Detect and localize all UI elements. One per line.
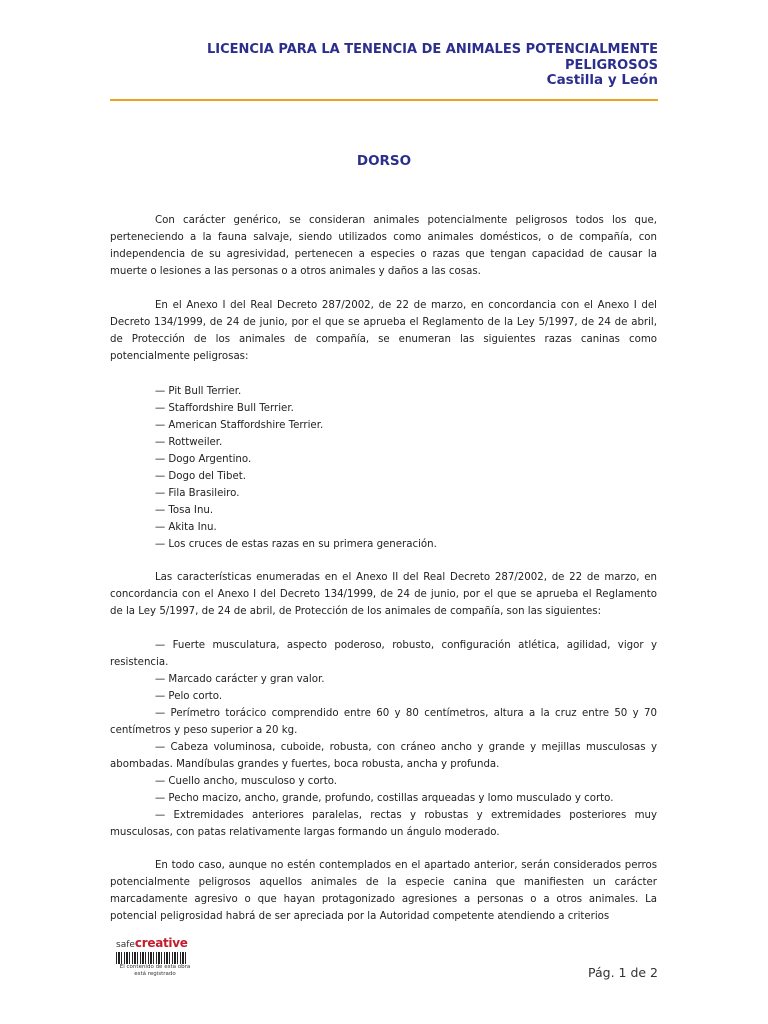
list-item: — Fila Brasileiro. [155,488,240,499]
barcode-icon [116,952,186,964]
list-item: — Rottweiler. [155,437,223,448]
header-title-line1: LICENCIA PARA LA TENENCIA DE ANIMALES POTENCIALMENTE [206,42,658,57]
logo-wordmark: safecreative [116,936,188,950]
page-title: DORSO [356,153,412,169]
characteristics-list [110,637,657,841]
list-item: — Pecho macizo, ancho, grande, profundo, costillas arqueadas y lomo musculado y corto. [155,793,614,804]
list-item: — Pelo corto. [155,691,223,702]
list-item: — Dogo del Tibet. [155,471,246,482]
paragraph-4: En todo caso, aunque no estén contemplados en el apartado anterior, serán considerados perros potencialmente peligrosos aquellos animales de la especie canina que manifiesten un carácter marcadamente agresivo o que hayan protagonizado agresiones a personas o a otros animales. La potencial peligrosidad habrá de ser apreciada por la Autoridad competente atendiendo a criterios [110,860,657,922]
list-item: — Extremidades anteriores paralelas, rectas y robustas y extremidades posteriores muy musculosas, con patas relativamente largas formando un ángulo moderado. [110,810,657,838]
list-item: — Fuerte musculatura, aspecto poderoso, robusto, configuración atlética, agilidad, vigor y resistencia. [110,640,657,668]
list-item: — Perímetro torácico comprendido entre 60 y 80 centímetros, altura a la cruz entre 50 y 70 centímetros y peso superior a 20 kg. [110,708,657,736]
paragraph-2: En el Anexo I del Real Decreto 287/2002, de 22 de marzo, en concordancia con el Anexo I del Decreto 134/1999, de 24 de junio, por el que se aprueba el Reglamento de la Ley 5/1997, de 24 de abril, de Protección de los animales de compañía, se enumeran las siguientes razas caninas como potencialmente peligrosas: [110,300,657,362]
list-item: — Dogo Argentino. [155,454,252,465]
list-item: — Cabeza voluminosa, cuboide, robusta, con cráneo ancho y grande y mejillas musculosas y abombadas. Mandíbulas grandes y fuertes, boca robusta, ancha y profunda. [110,742,657,770]
list-item: — Cuello ancho, musculoso y corto. [155,776,338,787]
logo-note: El contenido de esta obra está registrado [119,964,191,977]
header-divider [110,99,658,101]
list-item: — Marcado carácter y gran valor. [155,674,325,685]
paragraph-3: Las características enumeradas en el Anexo II del Real Decreto 287/2002, de 22 de marzo, en concordancia con el Anexo I del Decreto 134/1999, de 24 de junio, por el que se aprueba el Reglamento de la Ley 5/1997, de 24 de abril, de Protección de los animales de compañía, son las siguientes: [110,572,657,617]
list-item: — Pit Bull Terrier. [155,386,242,397]
list-item: — Tosa Inu. [155,505,214,516]
header-region: Castilla y León [546,72,658,88]
document-header [98,42,658,89]
paragraph-1: Con carácter genérico, se consideran animales potencialmente peligrosos todos los que, perteneciendo a la fauna salvaje, siendo utilizados como animales domésticos, o de compañía, con independencia de su agresividad, pertenecen a especies o razas que tengan capacidad de causar la muerte o lesiones a las personas o a otros animales y daños a las cosas. [110,215,657,277]
list-item: — Staffordshire Bull Terrier. [155,403,294,414]
list-item: — American Staffordshire Terrier. [155,420,324,431]
list-item: — Los cruces de estas razas en su primera generación. [155,539,437,550]
list-item: — Akita Inu. [155,522,217,533]
header-title-line2: PELIGROSOS [564,57,658,73]
page-number: Pág. 1 de 2 [588,965,658,980]
breed-list [155,383,437,553]
safecreative-logo [116,938,194,990]
